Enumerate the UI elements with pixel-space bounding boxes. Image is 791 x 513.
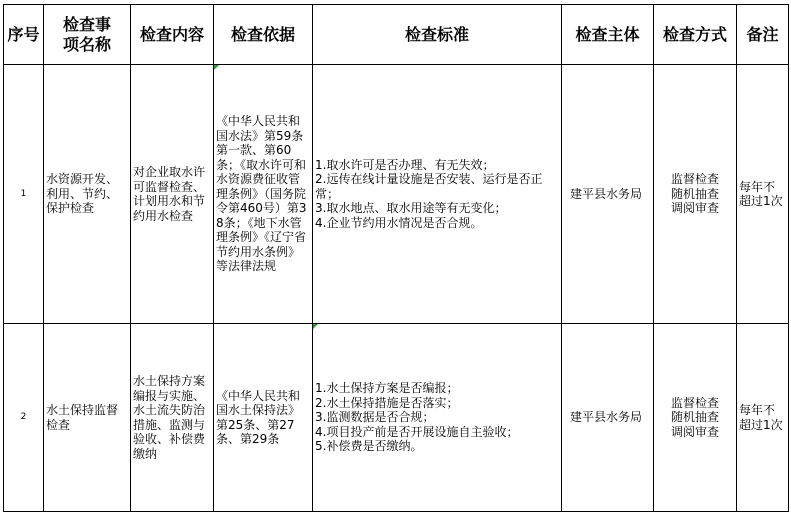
comment-marker — [313, 324, 318, 329]
header-subject: 检查主体 — [562, 5, 654, 65]
header-item — [44, 5, 131, 65]
row-content — [131, 65, 214, 324]
row-basis-text: 《中华人民共和国水土保持法》第25条、第27条、第29条 — [216, 388, 301, 446]
standard-line: 1.取水许可是否办理、有无失效； — [315, 157, 495, 172]
row-method — [654, 65, 737, 324]
row-remark-text: 每年不超过1次 — [739, 179, 783, 208]
header-row — [4, 5, 789, 65]
standard-line: 3.取水地点、取水用途等有无变化； — [315, 201, 507, 216]
row-remark-text: 每年不超过1次 — [739, 403, 783, 432]
row-basis-text: 《中华人民共和国水法》第59条第一款、第60条；《取水许可和水资源费征收管理条例》（国务院令第460号）第38条；《地下水管理条例》《辽宁省节约用水条例》等法律法规 — [216, 114, 307, 274]
row-method-text: 监督检查随机抽查调阅审查 — [670, 395, 719, 439]
header-item-label: 检查事项名称 — [62, 14, 111, 54]
row-subject-text: 建平县水务局 — [570, 410, 643, 425]
header-standard: 检查标准 — [313, 5, 562, 65]
header-basis: 检查依据 — [214, 5, 313, 65]
header-seq: 序号 — [4, 5, 44, 65]
row-method — [654, 324, 737, 512]
row-standard — [313, 324, 562, 512]
row-method-text: 监督检查随机抽查调阅审查 — [670, 172, 719, 216]
table-row — [4, 65, 789, 324]
inspection-table — [3, 4, 789, 512]
standard-line: 5.补偿费是否缴纳。 — [315, 439, 423, 454]
row-content-text: 水土保持方案编报与实施、水土流失防治措施、监测与验收、补偿费缴纳 — [133, 374, 206, 461]
standard-line: 1.水土保持方案是否编报； — [315, 381, 459, 396]
row-remark — [737, 324, 789, 512]
header-method: 检查方式 — [654, 5, 737, 65]
comment-marker — [214, 65, 219, 70]
table-row — [4, 324, 789, 512]
standard-line: 2.水土保持措施是否落实； — [315, 395, 459, 410]
row-subject-text: 建平县水务局 — [570, 186, 643, 201]
row-basis — [214, 65, 313, 324]
row-seq: 2 — [4, 324, 44, 512]
row-item — [44, 65, 131, 324]
standard-line: 2.远传在线计量设施是否安装、运行是否正常； — [315, 172, 543, 201]
row-standard — [313, 65, 562, 324]
standard-line: 3.监测数据是否合规； — [315, 410, 435, 425]
row-seq: 1 — [4, 65, 44, 324]
row-item-text: 水资源开发、利用、节约、保护检查 — [46, 172, 119, 216]
row-item — [44, 324, 131, 512]
row-subject — [562, 324, 654, 512]
row-subject — [562, 65, 654, 324]
header-remark: 备注 — [737, 5, 789, 65]
row-item-text: 水土保持监督检查 — [46, 403, 119, 432]
row-content-text: 对企业取水许可监督检查、计划用水和节约用水检查 — [133, 165, 206, 223]
standard-line: 4.企业节约用水情况是否合规。 — [315, 215, 483, 230]
row-content — [131, 324, 214, 512]
row-basis — [214, 324, 313, 512]
standard-line: 4.项目投产前是否开展设施自主验收； — [315, 424, 519, 439]
row-remark — [737, 65, 789, 324]
header-content: 检查内容 — [131, 5, 214, 65]
